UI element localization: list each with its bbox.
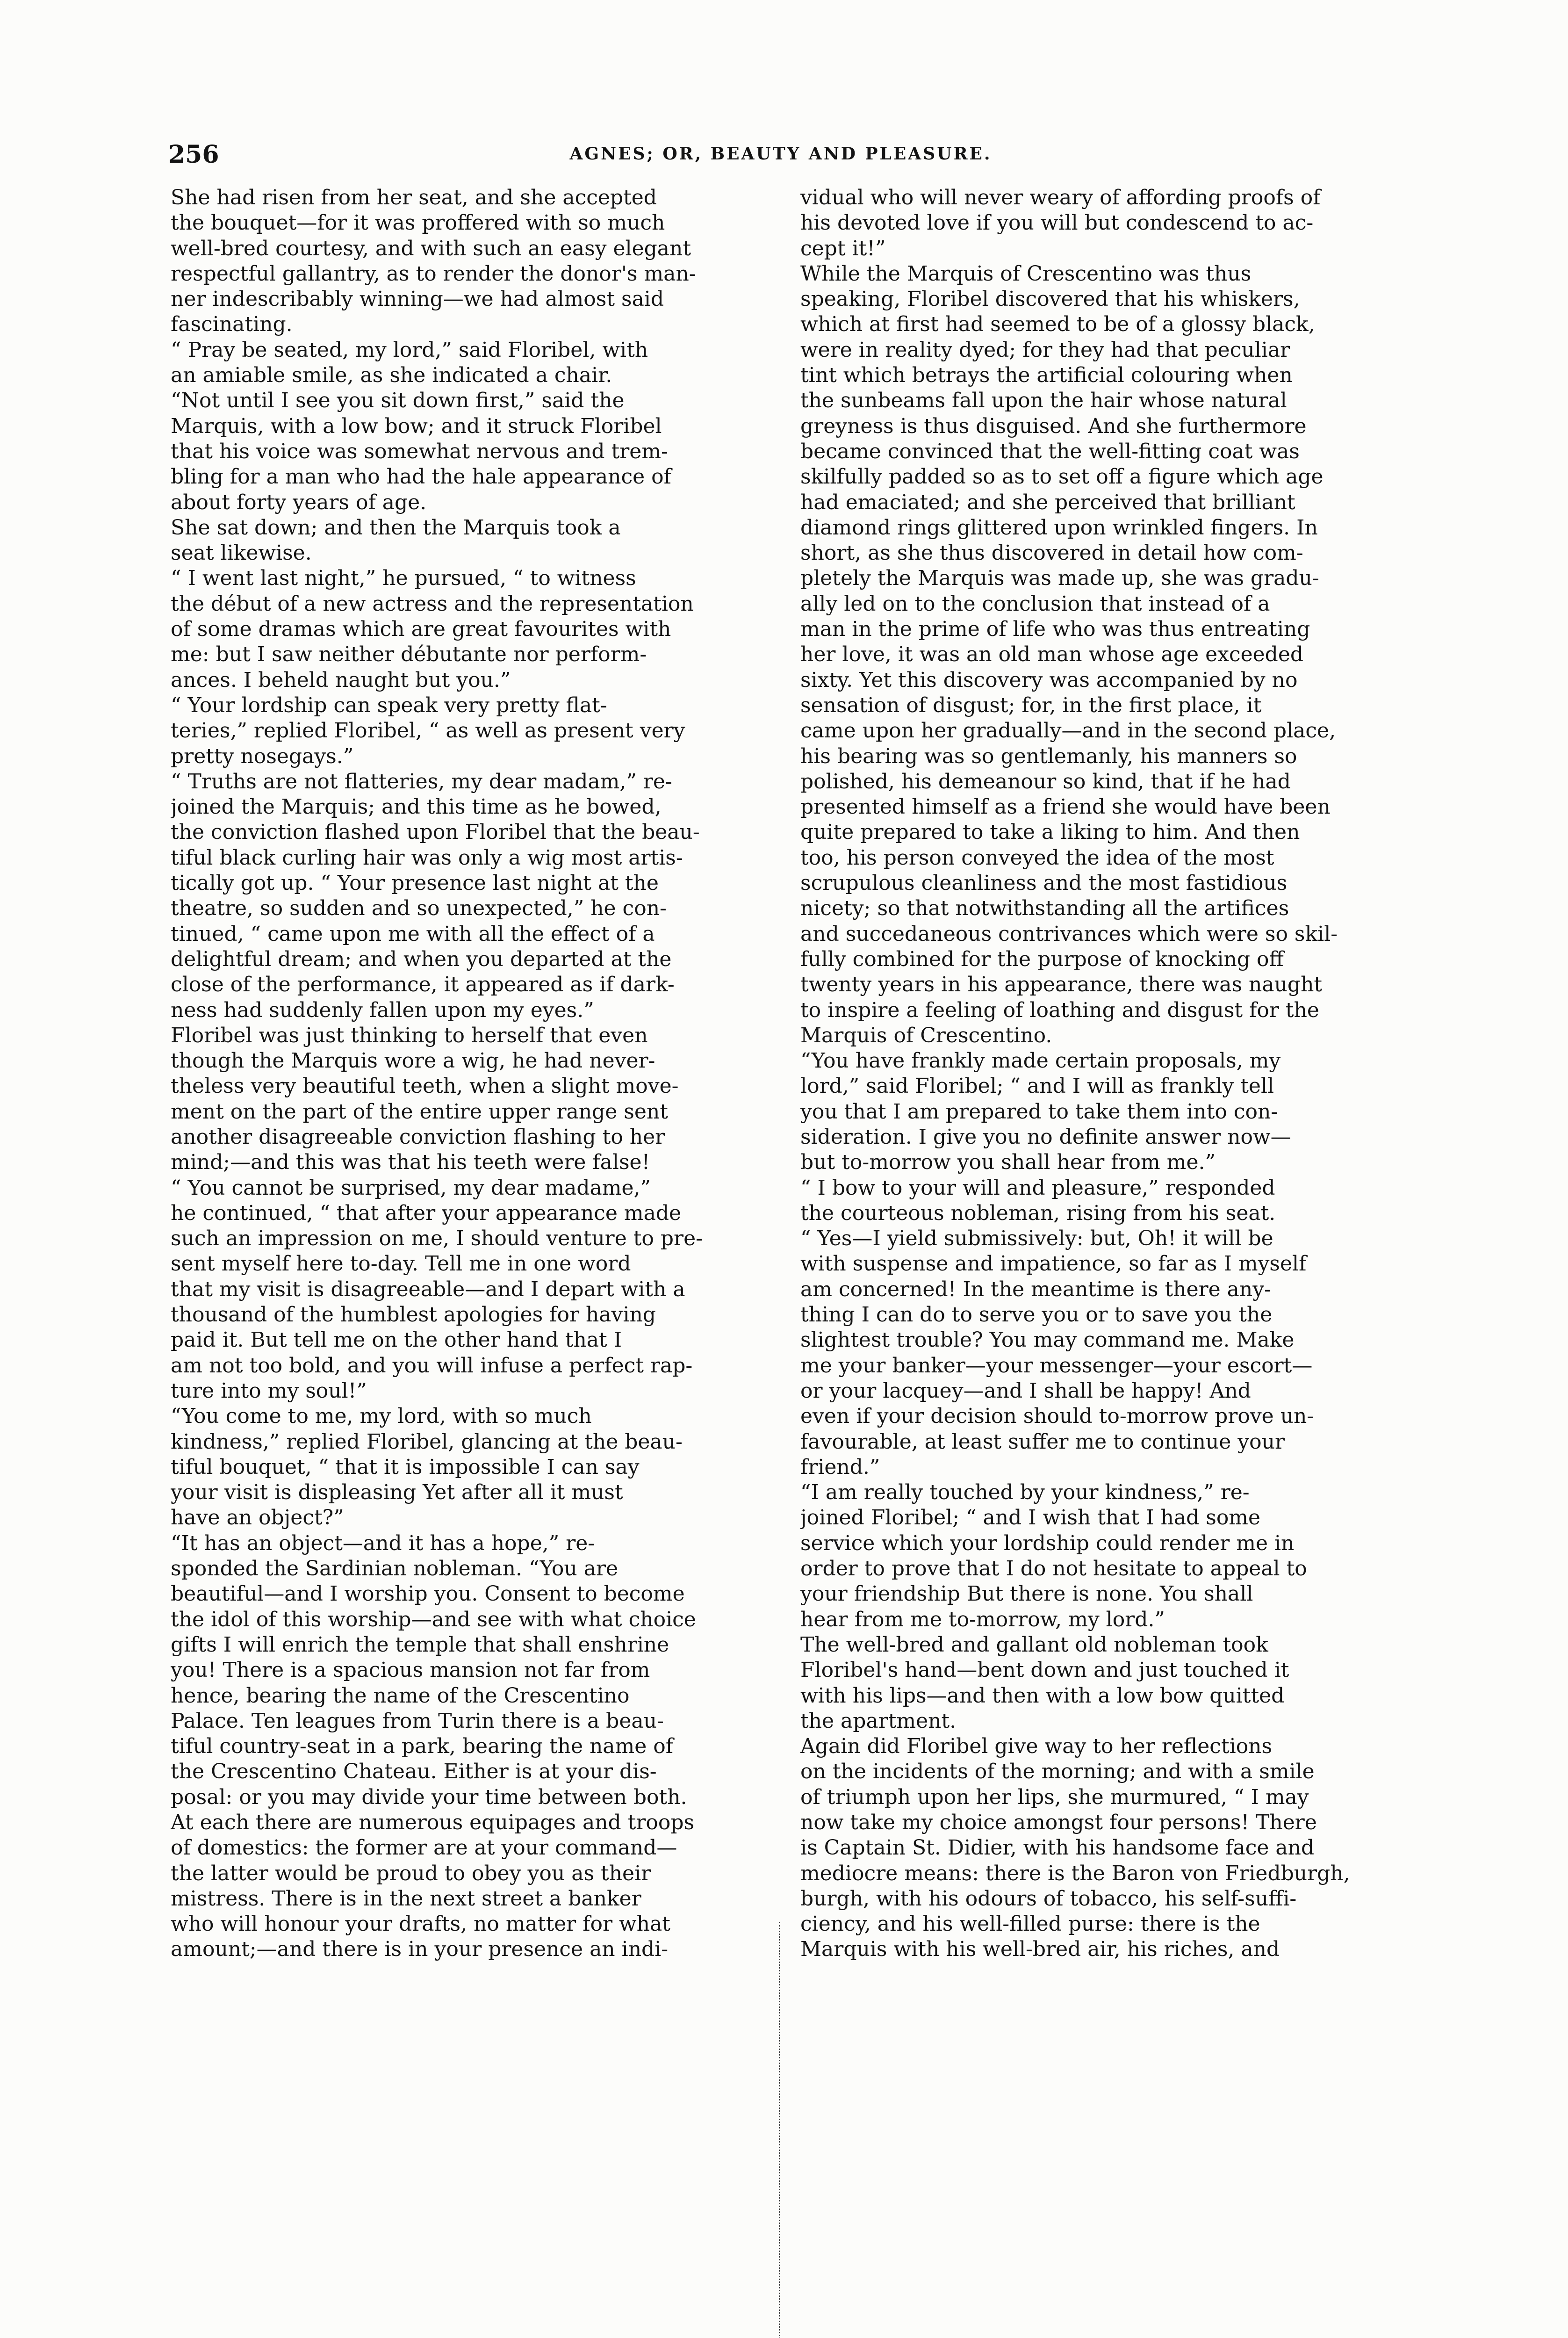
text-line: “You have frankly made certain proposals, my xyxy=(800,1049,1281,1073)
text-line: now take my choice amongst four persons! There xyxy=(800,1811,1317,1834)
text-line: While the Marquis of Crescentino was thus xyxy=(800,261,1252,286)
text-line: order to prove that I do not hesitate to appeal to xyxy=(800,1557,1307,1581)
text-line: favourable, at least suffer me to continue your xyxy=(800,1429,1285,1454)
text-line: She sat down; and then the Marquis took a xyxy=(171,515,621,540)
text-line: of some dramas which are great favourites with xyxy=(171,617,671,642)
text-line: tinued, “ came upon me with all the effect of a xyxy=(171,922,655,946)
text-line: “I am really touched by your kindness,” re- xyxy=(800,1480,1250,1505)
text-line: scrupulous cleanliness and the most fastidious xyxy=(800,871,1287,895)
text-line: Floribel's hand—bent down and just touched it xyxy=(800,1658,1289,1682)
text-line: ness had suddenly fallen upon my eyes.” xyxy=(171,998,594,1022)
text-line: sixty. Yet this discovery was accompanied by no xyxy=(800,668,1298,692)
text-line: cept it!” xyxy=(800,236,886,260)
text-line: ment on the part of the entire upper range sent xyxy=(171,1099,668,1124)
text-line: quite prepared to take a liking to him. And then xyxy=(800,820,1300,844)
text-line: sensation of disgust; for, in the first place, it xyxy=(800,693,1262,717)
text-line: mistress. There is in the next street a banker xyxy=(171,1886,641,1911)
text-line: tically got up. “ Your presence last night at the xyxy=(171,871,659,895)
text-line: “ Yes—I yield submissively: but, Oh! it will be xyxy=(800,1227,1273,1251)
text-line: “It has an object—and it has a hope,” re- xyxy=(171,1531,595,1555)
text-line: “ Your lordship can speak very pretty flat- xyxy=(171,693,607,717)
text-line: pretty nosegays.” xyxy=(171,744,354,768)
text-line: teries,” replied Floribel, “ as well as present very xyxy=(171,719,685,743)
text-line: “ I bow to your will and pleasure,” responded xyxy=(800,1176,1275,1200)
text-line: were in reality dyed; for they had that peculiar xyxy=(800,338,1290,362)
text-line: gifts I will enrich the temple that shall enshrine xyxy=(171,1632,669,1657)
text-line: he continued, “ that after your appearance made xyxy=(171,1201,682,1225)
text-line: seat likewise. xyxy=(171,541,312,565)
text-line: the bouquet—for it was proffered with so much xyxy=(171,211,665,235)
text-line: and succedaneous contrivances which were so skil- xyxy=(800,922,1338,946)
text-line: ances. I beheld naught but you.” xyxy=(171,668,511,692)
text-line: paid it. But tell me on the other hand that I xyxy=(171,1328,622,1352)
text-line: thing I can do to serve you or to save you the xyxy=(800,1303,1273,1327)
text-line: though the Marquis wore a wig, he had never- xyxy=(171,1049,655,1073)
text-line: kindness,” replied Floribel, glancing at the beau- xyxy=(171,1429,683,1454)
text-line: even if your decision should to-morrow prove un- xyxy=(800,1404,1314,1429)
text-line: which at first had seemed to be of a glossy black, xyxy=(800,312,1315,337)
text-line: another disagreeable conviction flashing to her xyxy=(171,1125,665,1149)
text-line: slightest trouble? You may command me. Make xyxy=(800,1328,1295,1352)
text-line: thousand of the humblest apologies for having xyxy=(171,1303,656,1327)
text-line: had emaciated; and she perceived that brilliant xyxy=(800,490,1295,514)
text-line: came upon her gradually—and in the second place, xyxy=(800,719,1336,743)
text-line: the sunbeams fall upon the hair whose natural xyxy=(800,389,1287,413)
text-line: burgh, with his odours of tobacco, his self-suffi- xyxy=(800,1886,1297,1911)
text-line: the début of a new actress and the representation xyxy=(171,592,694,616)
text-line: pletely the Marquis was made up, she was gradu- xyxy=(800,566,1319,591)
text-line: ture into my soul!” xyxy=(171,1378,367,1403)
text-line: posal: or you may divide your time between both. xyxy=(171,1785,687,1809)
text-line: theatre, so sudden and so unexpected,” he con- xyxy=(171,896,667,921)
text-line: me: but I saw neither débutante nor perform- xyxy=(171,642,647,667)
text-line: Palace. Ten leagues from Turin there is a beau- xyxy=(171,1709,664,1733)
page-header xyxy=(168,140,1393,173)
text-line: respectful gallantry, as to render the donor's man- xyxy=(171,261,696,286)
text-line: lord,” said Floribel; “ and I will as frankly tell xyxy=(800,1074,1274,1098)
text-line: am not too bold, and you will infuse a perfect rap- xyxy=(171,1353,693,1378)
text-line: became convinced that the well-fitting coat was xyxy=(800,439,1300,463)
text-line: vidual who will never weary of affording proofs of xyxy=(800,186,1321,209)
text-line: hear from me to-morrow, my lord.” xyxy=(800,1607,1165,1631)
text-line: diamond rings glittered upon wrinkled fingers. In xyxy=(800,515,1318,540)
text-line: such an impression on me, I should venture to pre- xyxy=(171,1227,703,1251)
text-line: on the incidents of the morning; and with a smile xyxy=(800,1760,1315,1784)
text-line: who will honour your drafts, no matter for what xyxy=(171,1912,670,1936)
text-line: sponded the Sardinian nobleman. “You are xyxy=(171,1557,619,1581)
text-line: joined the Marquis; and this time as he bowed, xyxy=(171,795,662,819)
text-line: that my visit is disagreeable—and I depart with a xyxy=(171,1277,685,1301)
text-line: sideration. I give you no definite answer now— xyxy=(800,1125,1291,1149)
text-line: ner indescribably winning—we had almost said xyxy=(171,287,664,311)
text-line: The well-bred and gallant old nobleman took xyxy=(800,1632,1268,1657)
text-line: short, as she thus discovered in detail how com- xyxy=(800,541,1303,565)
text-line: mind;—and this was that his teeth were false! xyxy=(171,1150,650,1175)
text-line: the idol of this worship—and see with what choice xyxy=(171,1607,696,1631)
text-line: to inspire a feeling of loathing and disgust for the xyxy=(800,998,1319,1022)
text-line: beautiful—and I worship you. Consent to become xyxy=(171,1582,685,1606)
text-line: the Crescentino Chateau. Either is at your dis- xyxy=(171,1760,657,1784)
page-number: 256 xyxy=(168,140,219,169)
text-line: of triumph upon her lips, she murmured, “ I may xyxy=(800,1785,1309,1809)
text-line: Again did Floribel give way to her reflections xyxy=(800,1734,1273,1759)
text-line: about forty years of age. xyxy=(171,490,427,514)
running-title: AGNES; OR, BEAUTY AND PLEASURE. xyxy=(569,144,992,164)
text-line: your visit is displeasing Yet after all it must xyxy=(171,1480,623,1505)
text-line: his devoted love if you will but condescend to ac- xyxy=(800,211,1314,235)
text-line: mediocre means: there is the Baron von Friedburgh, xyxy=(800,1861,1350,1885)
text-line: service which your lordship could render me in xyxy=(800,1531,1295,1555)
text-line: “ You cannot be surprised, my dear madame,” xyxy=(171,1176,651,1200)
text-line: presented himself as a friend she would have been xyxy=(800,795,1331,819)
text-line: twenty years in his appearance, there was naught xyxy=(800,973,1323,997)
text-line: bling for a man who had the hale appearance of xyxy=(171,465,671,489)
text-line: but to-morrow you shall hear from me.” xyxy=(800,1150,1216,1175)
text-line: “ Pray be seated, my lord,” said Floribel, with xyxy=(171,338,648,362)
text-line: tint which betrays the artificial colouring when xyxy=(800,363,1293,388)
text-line: tiful country-seat in a park, bearing the name of xyxy=(171,1734,674,1759)
text-line: you that I am prepared to take them into con- xyxy=(800,1099,1278,1124)
text-line: “Not until I see you sit down first,” said the xyxy=(171,389,625,413)
text-line: hence, bearing the name of the Crescentino xyxy=(171,1683,630,1708)
text-line: joined Floribel; “ and I wish that I had some xyxy=(800,1506,1261,1530)
text-line: an amiable smile, as she indicated a chair. xyxy=(171,363,612,388)
text-line: her love, it was an old man whose age exceeded xyxy=(800,642,1304,667)
text-line: She had risen from her seat, and she accepted xyxy=(171,186,657,209)
text-line: skilfully padded so as to set off a figure which age xyxy=(800,465,1323,489)
text-line: with suspense and impatience, so far as I myself xyxy=(800,1252,1307,1276)
text-line: speaking, Floribel discovered that his whiskers, xyxy=(800,287,1300,311)
text-line: you! There is a spacious mansion not far from xyxy=(171,1658,650,1682)
text-line: with his lips—and then with a low bow quitted xyxy=(800,1683,1285,1708)
text-line: “ I went last night,” he pursued, “ to witness xyxy=(171,566,636,591)
text-line: ally led on to the conclusion that instead of a xyxy=(800,592,1270,616)
left-text-column xyxy=(171,185,760,1963)
text-line: your friendship But there is none. You shall xyxy=(800,1582,1253,1606)
text-line: greyness is thus disguised. And she furthermore xyxy=(800,414,1307,438)
text-line: well-bred courtesy, and with such an easy elegant xyxy=(171,236,691,260)
text-line: his bearing was so gentlemanly, his manners so xyxy=(800,744,1297,768)
column-divider xyxy=(779,1922,780,2338)
text-line: amount;—and there is in your presence an indi- xyxy=(171,1937,669,1962)
text-line: Marquis, with a low bow; and it struck Floribel xyxy=(171,414,662,438)
text-line: delightful dream; and when you departed at the xyxy=(171,947,672,971)
text-line: or your lacquey—and I shall be happy! And xyxy=(800,1378,1251,1403)
text-line: polished, his demeanour so kind, that if he had xyxy=(800,769,1291,794)
text-line: have an object?” xyxy=(171,1506,344,1530)
text-line: the courteous nobleman, rising from his seat. xyxy=(800,1201,1276,1225)
right-text-column xyxy=(800,185,1389,1963)
text-line: friend.” xyxy=(800,1455,880,1479)
text-line: me your banker—your messenger—your escort— xyxy=(800,1353,1313,1378)
text-line: the latter would be proud to obey you as their xyxy=(171,1861,651,1885)
text-line: sent myself here to-day. Tell me in one word xyxy=(171,1252,631,1276)
text-line: tiful black curling hair was only a wig most artis- xyxy=(171,845,683,870)
text-line: Marquis with his well-bred air, his riches, and xyxy=(800,1937,1280,1962)
text-line: fully combined for the purpose of knocking off xyxy=(800,947,1284,971)
text-line: close of the performance, it appeared as if dark- xyxy=(171,973,675,997)
text-line: fascinating. xyxy=(171,312,293,337)
text-line: am concerned! In the meantime is there any- xyxy=(800,1277,1271,1301)
text-line: the apartment. xyxy=(800,1709,957,1733)
text-line: tiful bouquet, “ that it is impossible I can say xyxy=(171,1455,640,1479)
text-line: “You come to me, my lord, with so much xyxy=(171,1404,592,1429)
text-line: the conviction flashed upon Floribel that the beau- xyxy=(171,820,700,844)
text-line: ciency, and his well-filled purse: there is the xyxy=(800,1912,1260,1936)
text-line: of domestics: the former are at your command— xyxy=(171,1836,677,1860)
text-line: Marquis of Crescentino. xyxy=(800,1023,1052,1047)
text-line: theless very beautiful teeth, when a slight move- xyxy=(171,1074,679,1098)
text-line: “ Truths are not flatteries, my dear madam,” re- xyxy=(171,769,672,794)
text-line: too, his person conveyed the idea of the most xyxy=(800,845,1274,870)
text-line: Floribel was just thinking to herself that even xyxy=(171,1023,648,1047)
text-line: nicety; so that notwithstanding all the artifices xyxy=(800,896,1289,921)
text-line: At each there are numerous equipages and troops xyxy=(171,1811,695,1834)
text-line: is Captain St. Didier, with his handsome face and xyxy=(800,1836,1315,1860)
text-line: that his voice was somewhat nervous and trem- xyxy=(171,439,668,463)
text-line: man in the prime of life who was thus entreating xyxy=(800,617,1310,642)
